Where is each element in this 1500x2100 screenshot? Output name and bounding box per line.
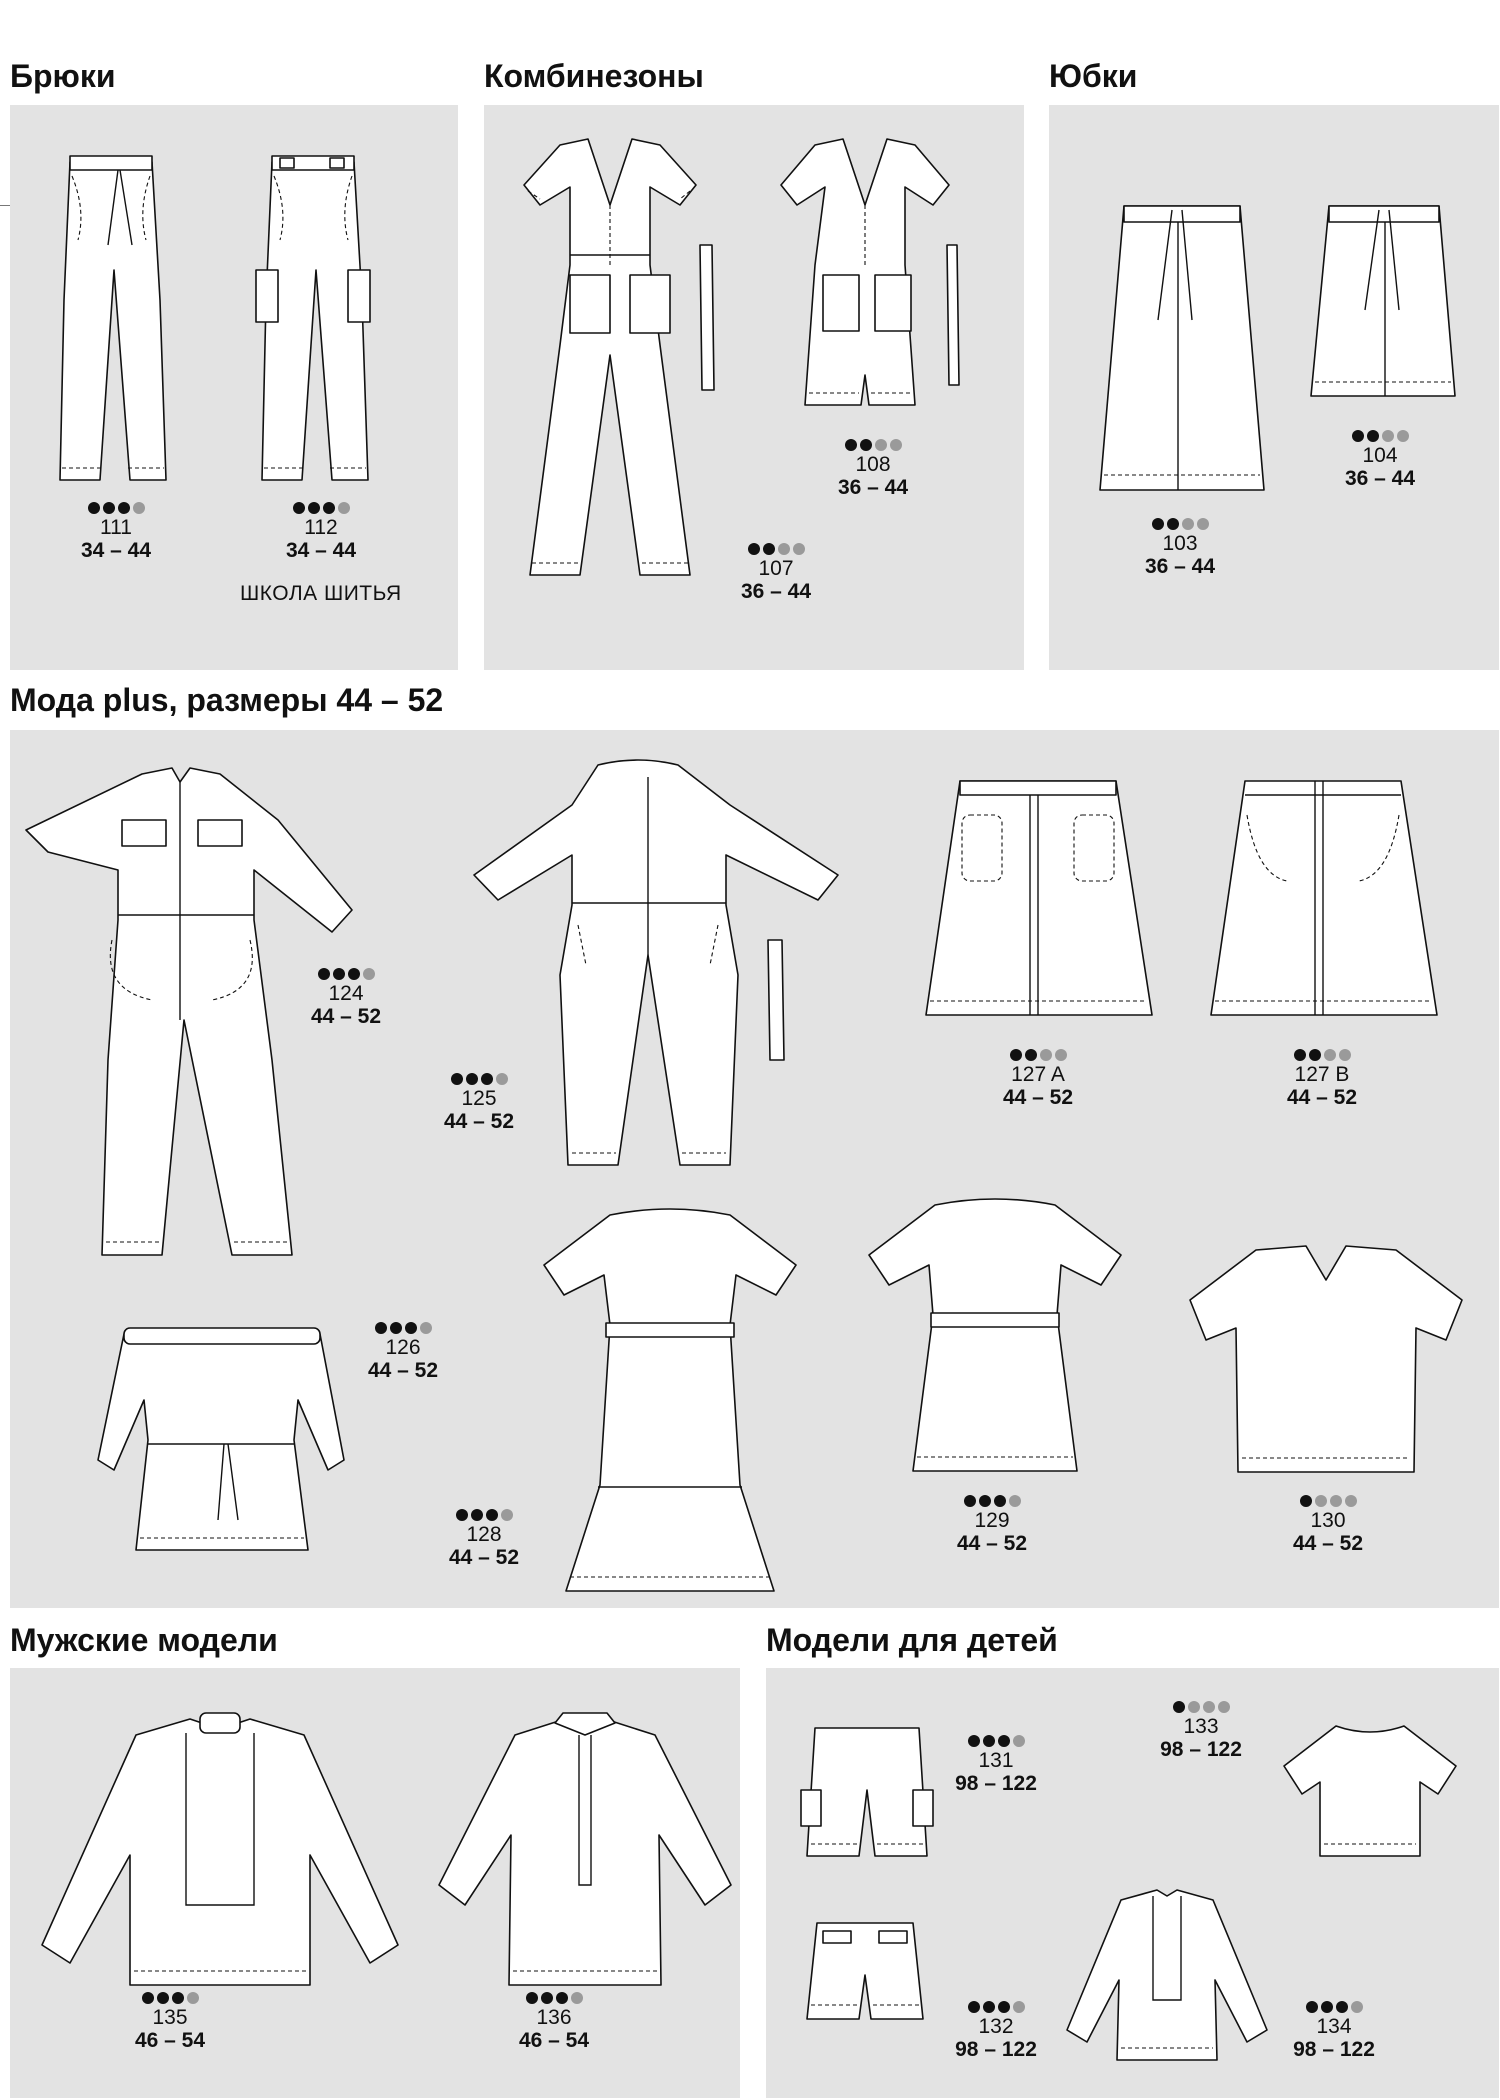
difficulty-dot-empty: [420, 1322, 432, 1334]
model-number: 134: [1316, 2015, 1352, 2038]
kids-shorts-132-drawing: [803, 1915, 928, 2025]
trousers-111-drawing: [48, 150, 178, 485]
school-label: ШКОЛА ШИТЬЯ: [240, 582, 402, 605]
model-caption: [926, 1733, 1066, 1795]
model-caption: [1310, 428, 1450, 490]
difficulty-dot-filled: [998, 1735, 1010, 1747]
difficulty-dot-empty: [1345, 1495, 1357, 1507]
difficulty-dot-empty: [133, 502, 145, 514]
difficulty-dot-empty: [1330, 1495, 1342, 1507]
difficulty-dot-filled: [1173, 1701, 1185, 1713]
difficulty-dots: [1252, 1047, 1392, 1063]
model-size: 98 – 122: [1160, 1738, 1242, 1761]
difficulty-dot-filled: [88, 502, 100, 514]
difficulty-dot-filled: [1306, 2001, 1318, 2013]
model-caption: [706, 541, 846, 603]
model-size: 44 – 52: [1286, 1086, 1358, 1109]
long-skirt-103-drawing: [1092, 200, 1272, 495]
mens-shirt-135-drawing: [40, 1705, 400, 1995]
difficulty-dot-empty: [1315, 1495, 1327, 1507]
difficulty-dot-filled: [348, 968, 360, 980]
section-title-kids: Модели для детей: [766, 1622, 1058, 1658]
difficulty-dot-empty: [1009, 1495, 1021, 1507]
dress-129-drawing: [865, 1185, 1125, 1475]
difficulty-dot-filled: [1321, 2001, 1333, 2013]
difficulty-dot-filled: [1367, 430, 1379, 442]
model-number: 125: [461, 1087, 497, 1110]
model-caption: [333, 1320, 473, 1382]
difficulty-dot-filled: [998, 2001, 1010, 2013]
difficulty-dot-filled: [1300, 1495, 1312, 1507]
difficulty-dots: [409, 1071, 549, 1087]
difficulty-dot-empty: [1218, 1701, 1230, 1713]
top-126-drawing: [88, 1320, 356, 1560]
model-caption: [922, 1493, 1062, 1555]
model-caption: [251, 500, 391, 562]
model-number: 127 A: [1011, 1063, 1065, 1086]
difficulty-dot-filled: [466, 1073, 478, 1085]
model-number: 132: [978, 2015, 1014, 2038]
difficulty-dot-empty: [1188, 1701, 1200, 1713]
model-number: 129: [974, 1509, 1010, 1532]
difficulty-dot-empty: [1382, 430, 1394, 442]
difficulty-dot-filled: [456, 1509, 468, 1521]
model-caption: [1131, 1699, 1271, 1761]
difficulty-dot-filled: [556, 1992, 568, 2004]
difficulty-dot-empty: [1339, 1049, 1351, 1061]
model-size: 44 – 52: [1292, 1532, 1364, 1555]
difficulty-dot-filled: [968, 1735, 980, 1747]
difficulty-dots: [1258, 1493, 1398, 1509]
model-number: 104: [1362, 444, 1398, 467]
model-number: 107: [758, 557, 794, 580]
model-size: 34 – 44: [80, 539, 152, 562]
model-size: 36 – 44: [1144, 555, 1216, 578]
difficulty-dot-filled: [1336, 2001, 1348, 2013]
difficulty-dot-empty: [1040, 1049, 1052, 1061]
difficulty-dot-filled: [983, 1735, 995, 1747]
difficulty-dot-filled: [157, 1992, 169, 2004]
difficulty-dot-filled: [1152, 518, 1164, 530]
model-caption: [484, 1990, 624, 2052]
kids-tshirt-133-drawing: [1282, 1720, 1458, 1860]
difficulty-dots: [922, 1493, 1062, 1509]
difficulty-dot-filled: [481, 1073, 493, 1085]
difficulty-dot-filled: [763, 543, 775, 555]
model-caption: [803, 437, 943, 499]
difficulty-dot-filled: [293, 502, 305, 514]
difficulty-dot-filled: [172, 1992, 184, 2004]
difficulty-dot-empty: [875, 439, 887, 451]
section-title-pants: Брюки: [10, 58, 116, 94]
difficulty-dot-filled: [1309, 1049, 1321, 1061]
difficulty-dot-filled: [390, 1322, 402, 1334]
difficulty-dot-filled: [860, 439, 872, 451]
difficulty-dot-empty: [1055, 1049, 1067, 1061]
dress-128-drawing: [540, 1195, 800, 1595]
model-number: 135: [152, 2006, 188, 2029]
model-number: 108: [855, 453, 891, 476]
difficulty-dots: [46, 500, 186, 516]
difficulty-dot-empty: [496, 1073, 508, 1085]
model-size: 46 – 54: [518, 2029, 590, 2052]
difficulty-dot-empty: [890, 439, 902, 451]
difficulty-dot-filled: [486, 1509, 498, 1521]
difficulty-dots: [251, 500, 391, 516]
difficulty-dot-empty: [501, 1509, 513, 1521]
difficulty-dot-filled: [1010, 1049, 1022, 1061]
difficulty-dot-filled: [983, 2001, 995, 2013]
difficulty-dot-empty: [363, 968, 375, 980]
model-number: 103: [1162, 532, 1198, 555]
difficulty-dot-filled: [471, 1509, 483, 1521]
difficulty-dot-empty: [1351, 2001, 1363, 2013]
difficulty-dots: [803, 437, 943, 453]
skirt-127a-drawing: [922, 775, 1154, 1020]
difficulty-dots: [1310, 428, 1450, 444]
model-size: 44 – 52: [367, 1359, 439, 1382]
section-title-men: Мужские модели: [10, 1622, 278, 1658]
kids-shorts-131-drawing: [795, 1720, 940, 1860]
difficulty-dots: [1264, 1999, 1404, 2015]
model-number: 112: [304, 516, 338, 539]
model-size: 44 – 52: [443, 1110, 515, 1133]
model-size: 98 – 122: [1293, 2038, 1375, 2061]
difficulty-dot-filled: [1294, 1049, 1306, 1061]
model-size: 34 – 44: [285, 539, 357, 562]
model-size: 98 – 122: [955, 2038, 1037, 2061]
blouse-130-drawing: [1186, 1240, 1466, 1480]
difficulty-dots: [484, 1990, 624, 2006]
difficulty-dot-filled: [968, 2001, 980, 2013]
difficulty-dot-filled: [1167, 518, 1179, 530]
model-size: 98 – 122: [955, 1772, 1037, 1795]
section-title-jumpsuits: Комбинезоны: [484, 58, 704, 94]
model-size: 44 – 52: [310, 1005, 382, 1028]
romper-108-drawing: [765, 135, 965, 410]
difficulty-dot-filled: [845, 439, 857, 451]
difficulty-dot-filled: [1352, 430, 1364, 442]
model-caption: [968, 1047, 1108, 1109]
difficulty-dot-filled: [964, 1495, 976, 1507]
model-number: 124: [328, 982, 364, 1005]
difficulty-dot-empty: [778, 543, 790, 555]
difficulty-dot-filled: [405, 1322, 417, 1334]
difficulty-dot-filled: [323, 502, 335, 514]
model-caption: [1258, 1493, 1398, 1555]
difficulty-dot-filled: [333, 968, 345, 980]
difficulty-dot-empty: [1013, 1735, 1025, 1747]
difficulty-dots: [100, 1990, 240, 2006]
difficulty-dot-filled: [118, 502, 130, 514]
model-size: 44 – 52: [448, 1546, 520, 1569]
model-caption: [46, 500, 186, 562]
model-number: 126: [385, 1336, 421, 1359]
model-size: 36 – 44: [740, 580, 812, 603]
jumpsuit-107-drawing: [500, 135, 720, 590]
model-caption: [276, 966, 416, 1028]
model-number: 130: [1310, 1509, 1346, 1532]
difficulty-dot-empty: [1182, 518, 1194, 530]
model-number: 133: [1183, 1715, 1219, 1738]
difficulty-dots: [968, 1047, 1108, 1063]
difficulty-dot-empty: [1203, 1701, 1215, 1713]
model-caption: [926, 1999, 1066, 2061]
difficulty-dot-empty: [1397, 430, 1409, 442]
model-number: 111: [100, 516, 132, 539]
model-caption: [414, 1507, 554, 1569]
difficulty-dot-empty: [1197, 518, 1209, 530]
difficulty-dot-filled: [142, 1992, 154, 2004]
model-caption: [100, 1990, 240, 2052]
model-number: 127 B: [1294, 1063, 1350, 1086]
difficulty-dot-filled: [103, 502, 115, 514]
cargo-trousers-112-drawing: [250, 150, 380, 485]
model-size: 44 – 52: [956, 1532, 1028, 1555]
difficulty-dots: [1110, 516, 1250, 532]
difficulty-dots: [926, 1999, 1066, 2015]
difficulty-dots: [414, 1507, 554, 1523]
model-number: 131: [978, 1749, 1014, 1772]
model-number: 136: [536, 2006, 572, 2029]
difficulty-dot-filled: [748, 543, 760, 555]
model-caption: [409, 1071, 549, 1133]
difficulty-dot-empty: [1324, 1049, 1336, 1061]
difficulty-dot-filled: [526, 1992, 538, 2004]
model-caption: [1110, 516, 1250, 578]
difficulty-dots: [926, 1733, 1066, 1749]
difficulty-dot-filled: [318, 968, 330, 980]
skirt-127b-drawing: [1207, 775, 1439, 1020]
model-number: 128: [466, 1523, 502, 1546]
kids-shirt-134-drawing: [1065, 1880, 1270, 2065]
difficulty-dot-empty: [338, 502, 350, 514]
model-size: 36 – 44: [1344, 467, 1416, 490]
model-caption: [1252, 1047, 1392, 1109]
difficulty-dots: [333, 1320, 473, 1336]
model-caption: [1264, 1999, 1404, 2061]
difficulty-dot-filled: [375, 1322, 387, 1334]
difficulty-dot-empty: [571, 1992, 583, 2004]
mens-shirt-136-drawing: [435, 1705, 735, 1995]
difficulty-dot-empty: [1013, 2001, 1025, 2013]
difficulty-dot-filled: [994, 1495, 1006, 1507]
difficulty-dot-filled: [541, 1992, 553, 2004]
short-skirt-104-drawing: [1305, 200, 1465, 400]
model-size: 44 – 52: [1002, 1086, 1074, 1109]
difficulty-dot-filled: [1025, 1049, 1037, 1061]
difficulty-dot-empty: [793, 543, 805, 555]
difficulty-dot-filled: [308, 502, 320, 514]
difficulty-dots: [1131, 1699, 1271, 1715]
section-title-skirts: Юбки: [1049, 58, 1138, 94]
section-title-plus: Мода plus, размеры 44 – 52: [10, 682, 444, 718]
model-size: 46 – 54: [134, 2029, 206, 2052]
difficulty-dots: [276, 966, 416, 982]
difficulty-dot-filled: [979, 1495, 991, 1507]
difficulty-dot-empty: [187, 1992, 199, 2004]
difficulty-dot-filled: [451, 1073, 463, 1085]
model-size: 36 – 44: [837, 476, 909, 499]
difficulty-dots: [706, 541, 846, 557]
